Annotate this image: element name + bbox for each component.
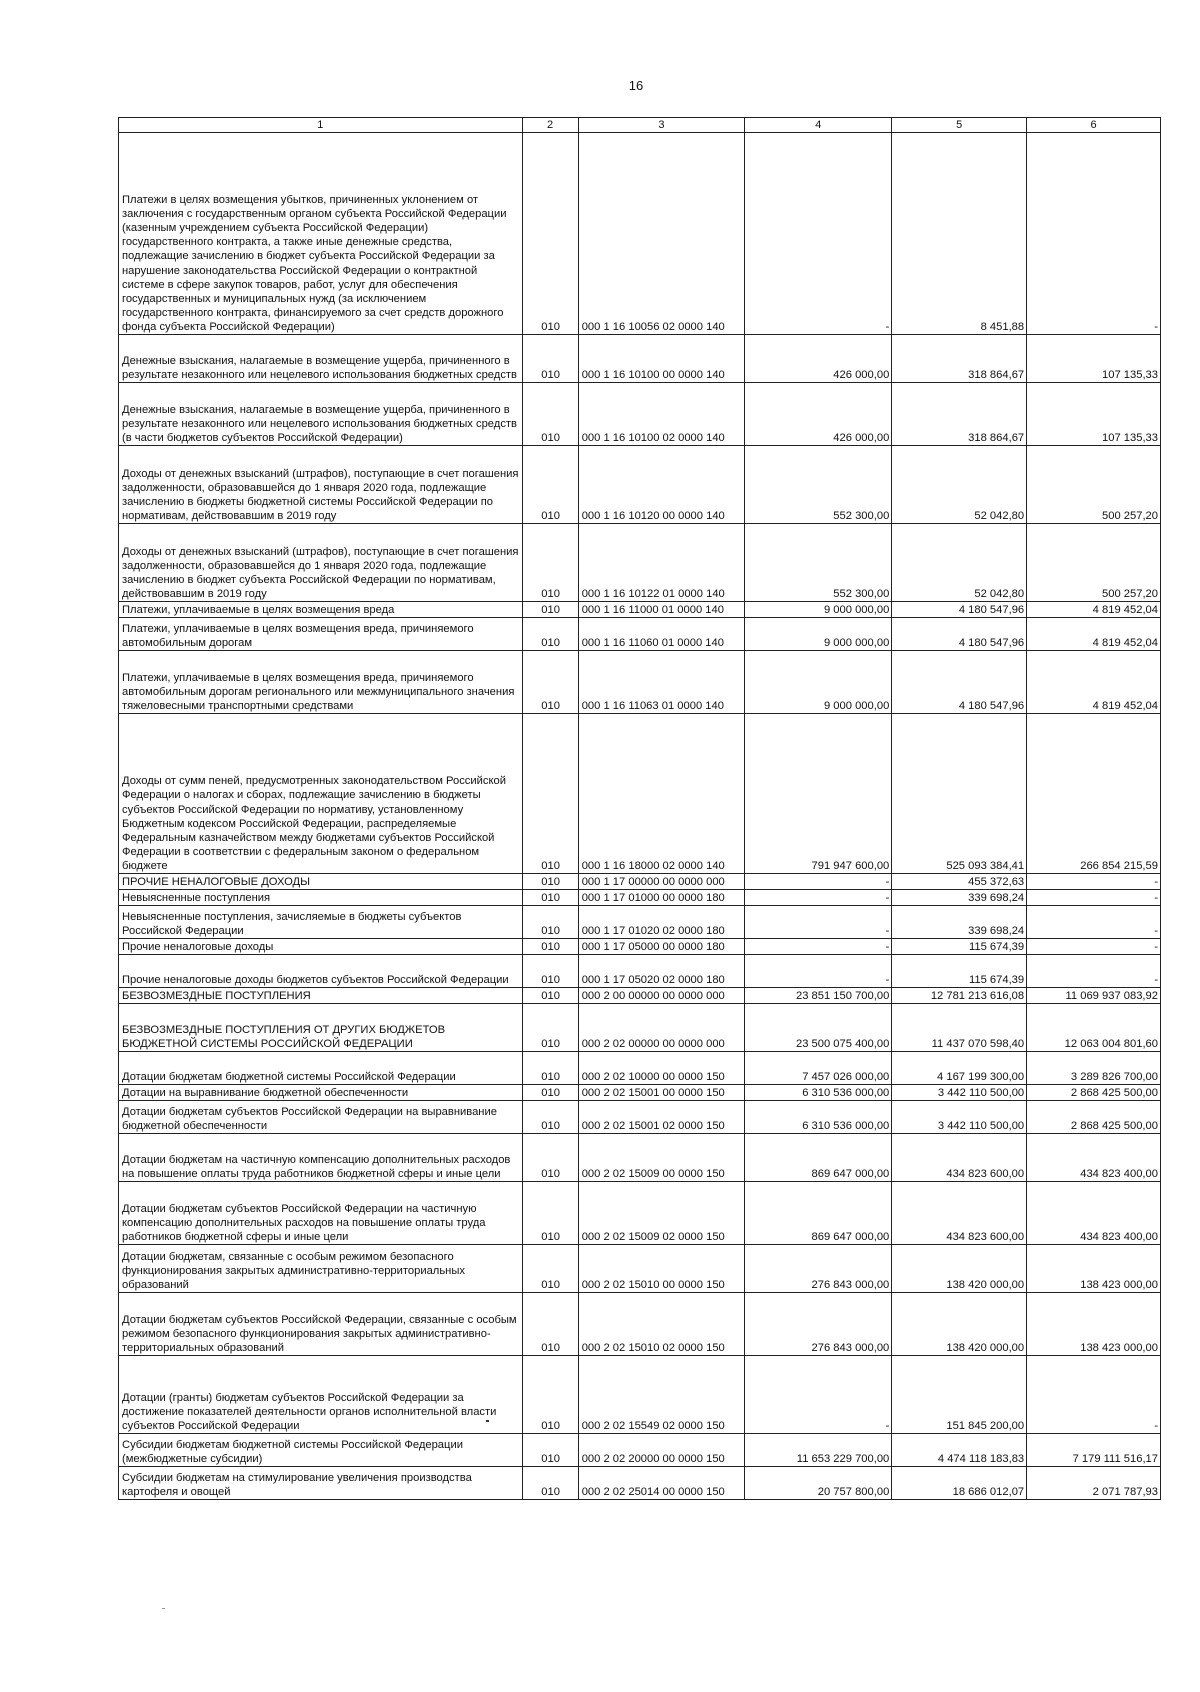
row-approved-amount: 9 000 000,00: [745, 651, 892, 714]
row-executed-amount: 138 420 000,00: [892, 1245, 1027, 1293]
row-name: БЕЗВОЗМЕЗДНЫЕ ПОСТУПЛЕНИЯ: [119, 988, 523, 1004]
column-header-6: 6: [1027, 118, 1161, 133]
row-unexecuted-amount: 2 868 425 500,00: [1027, 1101, 1161, 1134]
row-unexecuted-amount: -: [1027, 955, 1161, 988]
row-indicator-code: 010: [522, 602, 578, 618]
row-indicator-code: 010: [522, 335, 578, 383]
row-unexecuted-amount: 4 819 452,04: [1027, 651, 1161, 714]
row-name: Платежи в целях возмещения убытков, причиненных уклонением от заключения с государственным органом субъекта Российской Федерации (казенным учреждением субъекта Российской Федерации) государственного контракта, а также иные денежные средства, подлежащие зачислению в бюджет субъекта Российской Федерации за нарушение законодательства Российской Федерации о контрактной системе в сфере закупок товаров, работ, услуг для обеспечения государственных и муниципальных нужд (за исключением государственного контракта, финансируемого за счет средств дорожного фонда субъекта Российской Федерации): [119, 133, 523, 335]
row-executed-amount: 434 823 600,00: [892, 1182, 1027, 1245]
row-name: Дотации бюджетам субъектов Российской Федерации на выравнивание бюджетной обеспеченности: [119, 1101, 523, 1134]
row-indicator-code: 010: [522, 1134, 578, 1182]
row-unexecuted-amount: 12 063 004 801,60: [1027, 1004, 1161, 1052]
row-executed-amount: 18 686 012,07: [892, 1467, 1027, 1500]
row-budget-classification-code: 000 1 17 01000 00 0000 180: [578, 890, 745, 906]
row-approved-amount: 552 300,00: [745, 524, 892, 602]
row-unexecuted-amount: 434 823 400,00: [1027, 1182, 1161, 1245]
row-unexecuted-amount: 11 069 937 083,92: [1027, 988, 1161, 1004]
row-unexecuted-amount: -: [1027, 939, 1161, 955]
table-row: [119, 939, 1161, 955]
row-unexecuted-amount: 2 071 787,93: [1027, 1467, 1161, 1500]
table-row: [119, 955, 1161, 988]
row-approved-amount: 23 851 150 700,00: [745, 988, 892, 1004]
row-approved-amount: 426 000,00: [745, 335, 892, 383]
row-executed-amount: 339 698,24: [892, 906, 1027, 939]
row-approved-amount: 11 653 229 700,00: [745, 1434, 892, 1467]
table-body: [119, 133, 1161, 1500]
table-row: [119, 906, 1161, 939]
row-approved-amount: 23 500 075 400,00: [745, 1004, 892, 1052]
row-name: Денежные взыскания, налагаемые в возмещение ущерба, причиненного в результате незаконного или нецелевого использования бюджетных средств (в части бюджетов субъектов Российской Федерации): [119, 383, 523, 446]
table-row: [119, 1101, 1161, 1134]
row-indicator-code: 010: [522, 446, 578, 524]
row-name: Дотации бюджетам субъектов Российской Федерации на частичную компенсацию дополнительных расходов на повышение оплаты труда работников бюджетной сферы и иные цели: [119, 1182, 523, 1245]
row-indicator-code: 010: [522, 1182, 578, 1245]
row-name: БЕЗВОЗМЕЗДНЫЕ ПОСТУПЛЕНИЯ ОТ ДРУГИХ БЮДЖЕТОВ БЮДЖЕТНОЙ СИСТЕМЫ РОССИЙСКОЙ ФЕДЕРАЦИИ: [119, 1004, 523, 1052]
row-executed-amount: 52 042,80: [892, 446, 1027, 524]
table-row: [119, 1004, 1161, 1052]
row-budget-classification-code: 000 1 17 05000 00 0000 180: [578, 939, 745, 955]
row-budget-classification-code: 000 2 02 15010 00 0000 150: [578, 1245, 745, 1293]
row-name: Прочие неналоговые доходы бюджетов субъектов Российской Федерации: [119, 955, 523, 988]
row-executed-amount: 3 442 110 500,00: [892, 1101, 1027, 1134]
row-executed-amount: 115 674,39: [892, 939, 1027, 955]
row-unexecuted-amount: -: [1027, 133, 1161, 335]
row-budget-classification-code: 000 1 16 11063 01 0000 140: [578, 651, 745, 714]
row-unexecuted-amount: -: [1027, 1356, 1161, 1434]
row-unexecuted-amount: 500 257,20: [1027, 524, 1161, 602]
row-executed-amount: 115 674,39: [892, 955, 1027, 988]
column-number-row: [119, 118, 1161, 133]
page-number: 16: [628, 78, 644, 93]
row-executed-amount: 4 180 547,96: [892, 651, 1027, 714]
row-budget-classification-code: 000 2 02 15009 00 0000 150: [578, 1134, 745, 1182]
table-row: [119, 618, 1161, 651]
row-executed-amount: 525 093 384,41: [892, 714, 1027, 874]
table-row: [119, 1085, 1161, 1101]
row-indicator-code: 010: [522, 524, 578, 602]
row-name: Платежи, уплачиваемые в целях возмещения вреда: [119, 602, 523, 618]
row-name: Субсидии бюджетам бюджетной системы Российской Федерации (межбюджетные субсидии): [119, 1434, 523, 1467]
row-name: ПРОЧИЕ НЕНАЛОГОВЫЕ ДОХОДЫ: [119, 874, 523, 890]
table-row: [119, 1182, 1161, 1245]
row-executed-amount: 434 823 600,00: [892, 1134, 1027, 1182]
row-executed-amount: 339 698,24: [892, 890, 1027, 906]
table-row: [119, 1052, 1161, 1085]
table-row: [119, 1467, 1161, 1500]
row-approved-amount: 426 000,00: [745, 383, 892, 446]
table-row: [119, 1293, 1161, 1356]
row-name: Доходы от сумм пеней, предусмотренных законодательством Российской Федерации о налогах и сборах, подлежащие зачислению в бюджеты субъектов Российской Федерации по нормативу, установленному Бюджетным кодексом Российской Федерации, распределяемые Федеральным казначейством между бюджетами субъектов Российской Федерации в соответствии с федеральным законом о федеральном бюджете: [119, 714, 523, 874]
row-name: Невыясненные поступления, зачисляемые в бюджеты субъектов Российской Федерации: [119, 906, 523, 939]
table-row: [119, 1245, 1161, 1293]
row-budget-classification-code: 000 1 16 11060 01 0000 140: [578, 618, 745, 651]
column-header-4: 4: [745, 118, 892, 133]
column-header-5: 5: [892, 118, 1027, 133]
row-unexecuted-amount: 500 257,20: [1027, 446, 1161, 524]
table-row: [119, 383, 1161, 446]
row-indicator-code: 010: [522, 939, 578, 955]
row-unexecuted-amount: -: [1027, 874, 1161, 890]
row-approved-amount: 869 647 000,00: [745, 1182, 892, 1245]
row-budget-classification-code: 000 1 16 10100 00 0000 140: [578, 335, 745, 383]
table-row: [119, 874, 1161, 890]
row-executed-amount: 8 451,88: [892, 133, 1027, 335]
row-indicator-code: 010: [522, 955, 578, 988]
row-executed-amount: 318 864,67: [892, 383, 1027, 446]
row-unexecuted-amount: 107 135,33: [1027, 383, 1161, 446]
row-executed-amount: 3 442 110 500,00: [892, 1085, 1027, 1101]
row-indicator-code: 010: [522, 1245, 578, 1293]
row-approved-amount: -: [745, 890, 892, 906]
row-budget-classification-code: 000 1 17 00000 00 0000 000: [578, 874, 745, 890]
row-name: Дотации на выравнивание бюджетной обеспеченности: [119, 1085, 523, 1101]
row-budget-classification-code: 000 1 16 10056 02 0000 140: [578, 133, 745, 335]
row-executed-amount: 4 180 547,96: [892, 602, 1027, 618]
row-executed-amount: 52 042,80: [892, 524, 1027, 602]
row-approved-amount: 791 947 600,00: [745, 714, 892, 874]
row-indicator-code: 010: [522, 988, 578, 1004]
budget-execution-table: [118, 117, 1161, 1500]
row-approved-amount: 7 457 026 000,00: [745, 1052, 892, 1085]
row-executed-amount: 4 474 118 183,83: [892, 1434, 1027, 1467]
table-row: [119, 890, 1161, 906]
row-name: Доходы от денежных взысканий (штрафов), поступающие в счет погашения задолженности, образовавшейся до 1 января 2020 года, подлежащие зачислению в бюджеты бюджетной системы Российской Федерации по нормативам, действовавшим в 2019 году: [119, 446, 523, 524]
row-approved-amount: 9 000 000,00: [745, 618, 892, 651]
row-budget-classification-code: 000 1 16 10120 00 0000 140: [578, 446, 745, 524]
row-indicator-code: 010: [522, 1004, 578, 1052]
row-budget-classification-code: 000 1 16 10122 01 0000 140: [578, 524, 745, 602]
row-indicator-code: 010: [522, 714, 578, 874]
row-executed-amount: 12 781 213 616,08: [892, 988, 1027, 1004]
row-budget-classification-code: 000 2 00 00000 00 0000 000: [578, 988, 745, 1004]
scan-speck: [162, 1608, 165, 1609]
row-indicator-code: 010: [522, 1434, 578, 1467]
table-row: [119, 335, 1161, 383]
row-name: Доходы от денежных взысканий (штрафов), поступающие в счет погашения задолженности, образовавшейся до 1 января 2020 года, подлежащие зачислению в бюджет субъекта Российской Федерации по нормативам, действовавшим в 2019 году: [119, 524, 523, 602]
row-budget-classification-code: 000 2 02 10000 00 0000 150: [578, 1052, 745, 1085]
row-executed-amount: 318 864,67: [892, 335, 1027, 383]
row-unexecuted-amount: 7 179 111 516,17: [1027, 1434, 1161, 1467]
row-name: Невыясненные поступления: [119, 890, 523, 906]
scan-speck: [486, 1420, 489, 1422]
row-budget-classification-code: 000 2 02 15001 02 0000 150: [578, 1101, 745, 1134]
row-indicator-code: 010: [522, 874, 578, 890]
table-row: [119, 1134, 1161, 1182]
row-budget-classification-code: 000 1 17 05020 02 0000 180: [578, 955, 745, 988]
column-header-3: 3: [578, 118, 745, 133]
row-name: Дотации бюджетам субъектов Российской Федерации, связанные с особым режимом безопасного функционирования закрытых административно-территориальных образований: [119, 1293, 523, 1356]
row-name: Прочие неналоговые доходы: [119, 939, 523, 955]
row-executed-amount: 455 372,63: [892, 874, 1027, 890]
row-unexecuted-amount: 2 868 425 500,00: [1027, 1085, 1161, 1101]
row-approved-amount: 9 000 000,00: [745, 602, 892, 618]
row-budget-classification-code: 000 2 02 15010 02 0000 150: [578, 1293, 745, 1356]
row-unexecuted-amount: -: [1027, 890, 1161, 906]
row-approved-amount: 869 647 000,00: [745, 1134, 892, 1182]
row-approved-amount: -: [745, 874, 892, 890]
table-row: [119, 1434, 1161, 1467]
row-indicator-code: 010: [522, 133, 578, 335]
row-budget-classification-code: 000 1 17 01020 02 0000 180: [578, 906, 745, 939]
row-indicator-code: 010: [522, 1085, 578, 1101]
table-row: [119, 602, 1161, 618]
row-unexecuted-amount: 138 423 000,00: [1027, 1293, 1161, 1356]
row-name: Субсидии бюджетам на стимулирование увеличения производства картофеля и овощей: [119, 1467, 523, 1500]
row-executed-amount: 138 420 000,00: [892, 1293, 1027, 1356]
row-executed-amount: 11 437 070 598,40: [892, 1004, 1027, 1052]
row-indicator-code: 010: [522, 1101, 578, 1134]
row-indicator-code: 010: [522, 1293, 578, 1356]
row-indicator-code: 010: [522, 1052, 578, 1085]
row-budget-classification-code: 000 2 02 15001 00 0000 150: [578, 1085, 745, 1101]
row-name: Денежные взыскания, налагаемые в возмещение ущерба, причиненного в результате незаконного или нецелевого использования бюджетных средств: [119, 335, 523, 383]
table-row: [119, 651, 1161, 714]
row-approved-amount: 6 310 536 000,00: [745, 1085, 892, 1101]
row-name: Дотации бюджетам бюджетной системы Российской Федерации: [119, 1052, 523, 1085]
row-name: Дотации бюджетам на частичную компенсацию дополнительных расходов на повышение оплаты труда работников бюджетной сферы и иные цели: [119, 1134, 523, 1182]
row-name: Дотации бюджетам, связанные с особым режимом безопасного функционирования закрытых административно-территориальных образований: [119, 1245, 523, 1293]
row-unexecuted-amount: 107 135,33: [1027, 335, 1161, 383]
table-row: [119, 988, 1161, 1004]
row-budget-classification-code: 000 2 02 15549 02 0000 150: [578, 1356, 745, 1434]
row-unexecuted-amount: -: [1027, 906, 1161, 939]
row-executed-amount: 4 180 547,96: [892, 618, 1027, 651]
row-unexecuted-amount: 434 823 400,00: [1027, 1134, 1161, 1182]
table-row: [119, 714, 1161, 874]
row-unexecuted-amount: 266 854 215,59: [1027, 714, 1161, 874]
row-approved-amount: -: [745, 133, 892, 335]
row-indicator-code: 010: [522, 1467, 578, 1500]
row-name: Дотации (гранты) бюджетам субъектов Российской Федерации за достижение показателей деятельности органов исполнительной власти субъектов Российской Федерации: [119, 1356, 523, 1434]
column-header-2: 2: [522, 118, 578, 133]
row-budget-classification-code: 000 1 16 11000 01 0000 140: [578, 602, 745, 618]
table-row: [119, 1356, 1161, 1434]
row-budget-classification-code: 000 2 02 00000 00 0000 000: [578, 1004, 745, 1052]
table-row: [119, 133, 1161, 335]
row-unexecuted-amount: 4 819 452,04: [1027, 602, 1161, 618]
row-approved-amount: -: [745, 955, 892, 988]
row-indicator-code: 010: [522, 1356, 578, 1434]
row-budget-classification-code: 000 2 02 25014 00 0000 150: [578, 1467, 745, 1500]
row-approved-amount: 276 843 000,00: [745, 1293, 892, 1356]
row-budget-classification-code: 000 2 02 15009 02 0000 150: [578, 1182, 745, 1245]
row-approved-amount: 276 843 000,00: [745, 1245, 892, 1293]
row-name: Платежи, уплачиваемые в целях возмещения вреда, причиняемого автомобильным дорогам: [119, 618, 523, 651]
row-budget-classification-code: 000 1 16 10100 02 0000 140: [578, 383, 745, 446]
column-header-1: 1: [119, 118, 523, 133]
row-indicator-code: 010: [522, 890, 578, 906]
row-approved-amount: -: [745, 906, 892, 939]
row-unexecuted-amount: 4 819 452,04: [1027, 618, 1161, 651]
row-approved-amount: 6 310 536 000,00: [745, 1101, 892, 1134]
row-indicator-code: 010: [522, 906, 578, 939]
row-unexecuted-amount: 138 423 000,00: [1027, 1245, 1161, 1293]
row-budget-classification-code: 000 2 02 20000 00 0000 150: [578, 1434, 745, 1467]
row-indicator-code: 010: [522, 618, 578, 651]
table-row: [119, 446, 1161, 524]
row-executed-amount: 4 167 199 300,00: [892, 1052, 1027, 1085]
row-executed-amount: 151 845 200,00: [892, 1356, 1027, 1434]
table-row: [119, 524, 1161, 602]
row-indicator-code: 010: [522, 651, 578, 714]
row-approved-amount: 20 757 800,00: [745, 1467, 892, 1500]
row-indicator-code: 010: [522, 383, 578, 446]
row-approved-amount: -: [745, 1356, 892, 1434]
row-unexecuted-amount: 3 289 826 700,00: [1027, 1052, 1161, 1085]
row-approved-amount: 552 300,00: [745, 446, 892, 524]
row-budget-classification-code: 000 1 16 18000 02 0000 140: [578, 714, 745, 874]
row-name: Платежи, уплачиваемые в целях возмещения вреда, причиняемого автомобильным дорогам регионального или межмуниципального значения тяжеловесными транспортными средствами: [119, 651, 523, 714]
row-approved-amount: -: [745, 939, 892, 955]
